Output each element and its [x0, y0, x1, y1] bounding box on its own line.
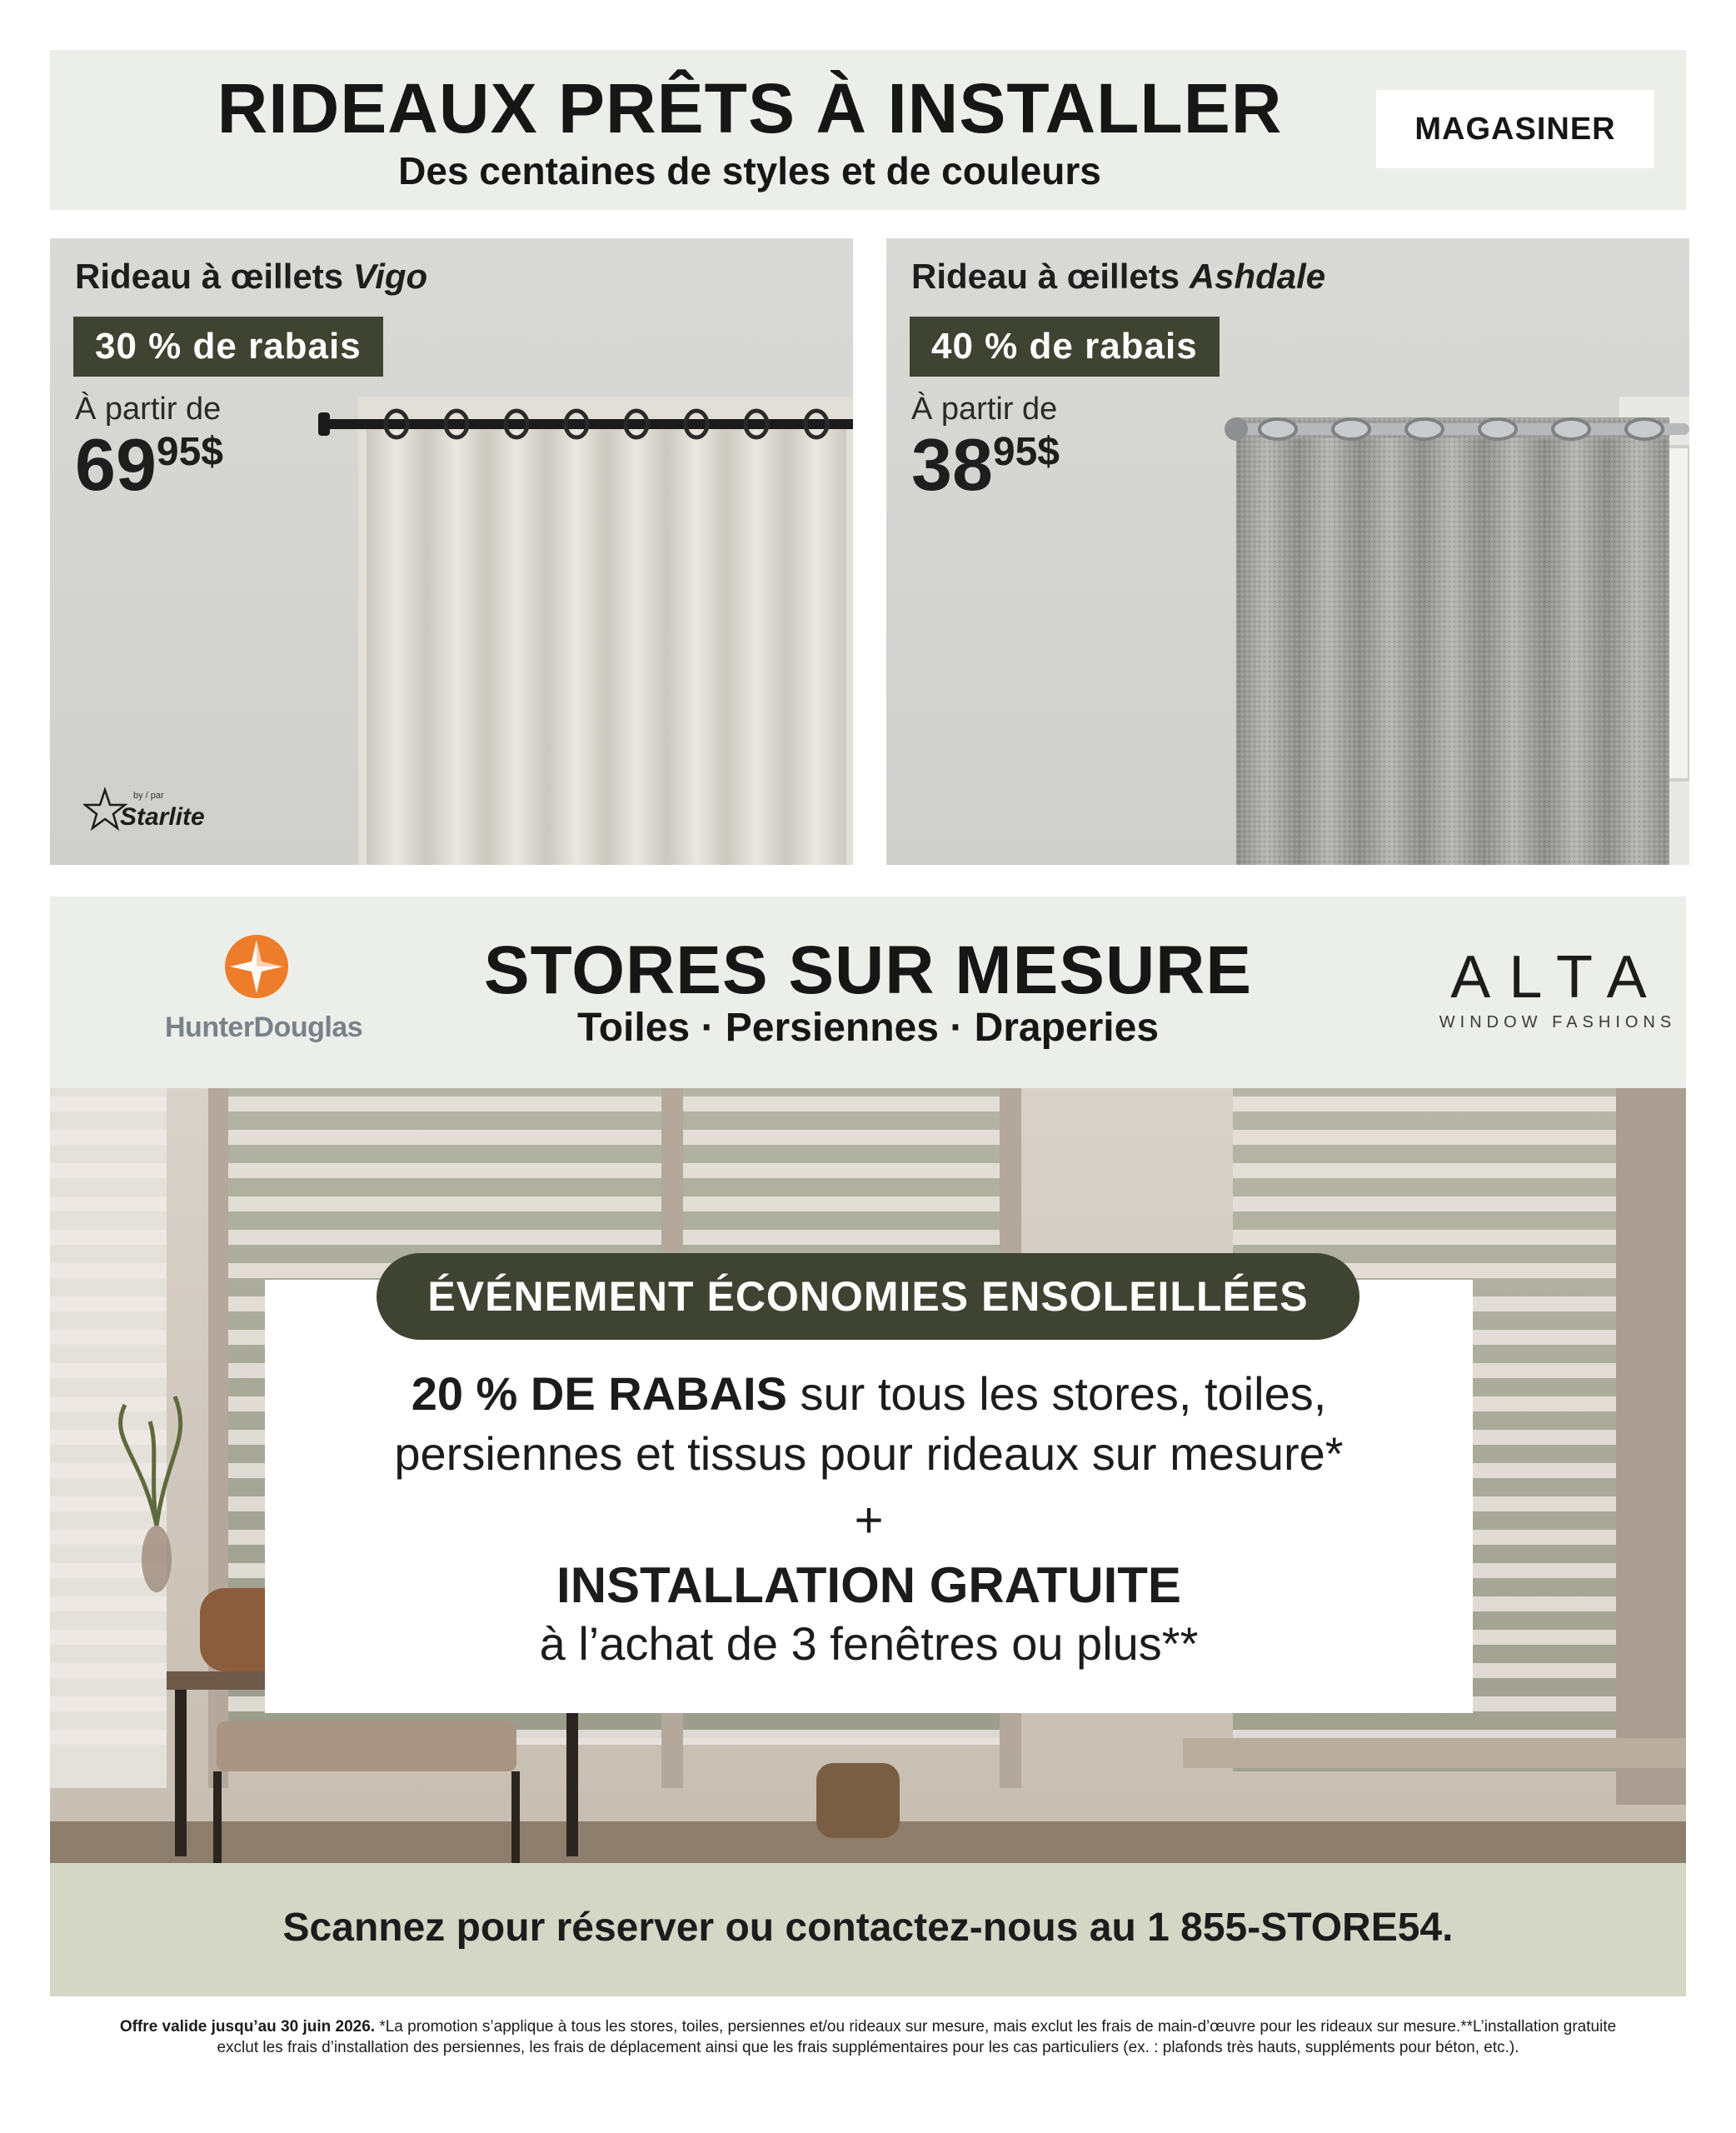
curtain-grommet: [1333, 419, 1369, 439]
starlite-logo: [83, 778, 233, 837]
product-title: [911, 257, 1325, 297]
product-card-ashdale[interactable]: [886, 238, 1689, 865]
starlite-logo-small-text: by / par: [133, 791, 164, 801]
price-cents: 95: [156, 430, 202, 474]
promo-condition: à l’achat de 3 fenêtres ou plus**: [539, 1617, 1199, 1670]
promo-free-installation: INSTALLATION GRATUITE: [556, 1557, 1181, 1613]
cta-bar: [50, 1863, 1686, 1996]
blind-slat: [50, 1596, 167, 1611]
disclaimer-validity: Offre valide jusqu’au 30 juin 2026.: [119, 2018, 376, 2036]
product-title-prefix: Rideau à œillets: [75, 257, 353, 296]
alta-logo-subtitle: WINDOW FASHIONS: [1439, 1013, 1677, 1032]
blind-slat: [50, 1230, 167, 1245]
curtain-grommet: [1553, 419, 1589, 439]
curtain-fold: [786, 427, 846, 865]
promo-line-products: persiennes et tissus pour rideaux sur mesure*: [394, 1427, 1344, 1480]
disclaimer: [108, 2016, 1628, 2058]
curtain-fold: [486, 427, 546, 865]
product-name: Vigo: [352, 257, 428, 296]
price-dollars: 69: [75, 423, 157, 506]
curtain-fold: [546, 427, 606, 865]
blind-slat: [50, 1363, 167, 1378]
price-currency: $: [201, 430, 223, 474]
top-banner: [50, 50, 1686, 210]
price: [75, 423, 223, 506]
curtain-fold: [726, 427, 786, 865]
product-title-prefix: Rideau à œillets: [911, 257, 1190, 296]
blind-slat: [228, 1096, 661, 1111]
price-currency: $: [1037, 430, 1060, 474]
shop-button[interactable]: MAGASINER: [1376, 90, 1654, 168]
blind-slat: [50, 1296, 167, 1311]
blind-slat: [50, 1463, 167, 1478]
blind-slat: [683, 1130, 1000, 1145]
blind-slat: [228, 1130, 661, 1145]
blind-slat: [50, 1730, 167, 1745]
price-dollars: 38: [911, 423, 993, 506]
discount-badge: 40 % de rabais: [910, 317, 1220, 377]
blind-slat: [683, 1730, 1000, 1745]
from-label: À partir de: [75, 392, 222, 427]
hunter-douglas-logo: HunterDouglas: [165, 1012, 363, 1043]
curtain-grommet: [1406, 419, 1443, 439]
blind-slat: [1233, 1096, 1616, 1111]
price-cents: 95: [992, 430, 1038, 474]
stores-header: [50, 897, 1686, 1088]
blind-slat: [1233, 1196, 1616, 1211]
product-title: [75, 257, 427, 297]
blind-slat: [50, 1630, 167, 1645]
curtain-fold: [606, 427, 666, 865]
starlite-logo-text: Starlite: [120, 803, 205, 831]
blind-slat: [50, 1396, 167, 1411]
blind-slat: [50, 1330, 167, 1345]
blind-slat: [1233, 1130, 1616, 1145]
alta-logo: ALTA: [1450, 944, 1665, 1011]
product-name: Ashdale: [1189, 257, 1326, 296]
curtain-grommet: [1626, 419, 1663, 439]
blind-slat: [228, 1196, 661, 1211]
curtain-grommet: [1260, 419, 1296, 439]
disclaimer-text: *La promotion s’applique à tous les stores, toiles, persiennes et/ou rideaux sur mesure, mais exclut les frais de main-d’œuvre pour les rideaux sur mesure.**L’installation gratuite exclut les frais d’installation des persiennes, les frais de déplacement ainsi que les frais supplémentaires pour les cas particuliers (ex. : plafonds très hauts, suppléments pour béton, etc.).: [217, 2018, 1617, 2056]
blind-slat: [1233, 1230, 1616, 1245]
price: [911, 423, 1060, 506]
blind-slat: [50, 1130, 167, 1145]
promo-discount-bold: 20 % DE RABAIS: [411, 1367, 787, 1420]
stores-subtitle: Toiles · Persiennes · Draperies: [576, 1006, 1160, 1050]
blind-slat: [1233, 1163, 1616, 1178]
blind-slat: [50, 1430, 167, 1445]
blind-slat: [50, 1696, 167, 1711]
stores-title: STORES SUR MESURE: [483, 932, 1253, 1008]
promo-line-discount: [265, 1366, 1473, 1421]
blind-slat: [228, 1230, 661, 1245]
banner-title: RIDEAUX PRÊTS À INSTALLER: [217, 69, 1283, 147]
curtain-fold: [427, 427, 486, 865]
curtain-grommet: [1479, 419, 1516, 439]
promo-plus: +: [854, 1492, 884, 1548]
blind-slat: [683, 1163, 1000, 1178]
product-card-vigo[interactable]: [50, 238, 853, 865]
discount-badge: 30 % de rabais: [73, 317, 383, 377]
curtain-fold: [367, 427, 427, 865]
blind-slat: [50, 1663, 167, 1678]
blind-slat: [50, 1163, 167, 1178]
blind-slat: [683, 1096, 1000, 1111]
blind-slat: [50, 1096, 167, 1111]
cta-text[interactable]: Scannez pour réserver ou contactez-nous au 1 855-STORE54.: [282, 1906, 1454, 1950]
blind-slat: [683, 1196, 1000, 1211]
blind-slat: [50, 1196, 167, 1211]
blind-slat: [683, 1230, 1000, 1245]
promo-discount-rest: sur tous les stores, toiles,: [786, 1367, 1327, 1420]
banner-subtitle: Des centaines de styles et de couleurs: [398, 149, 1101, 192]
from-label: À partir de: [911, 392, 1058, 427]
blind-slat: [228, 1163, 661, 1178]
curtain-fold: [666, 427, 726, 865]
event-badge: ÉVÉNEMENT ÉCONOMIES ENSOLEILLÉES: [377, 1253, 1359, 1340]
blind-slat: [50, 1263, 167, 1278]
